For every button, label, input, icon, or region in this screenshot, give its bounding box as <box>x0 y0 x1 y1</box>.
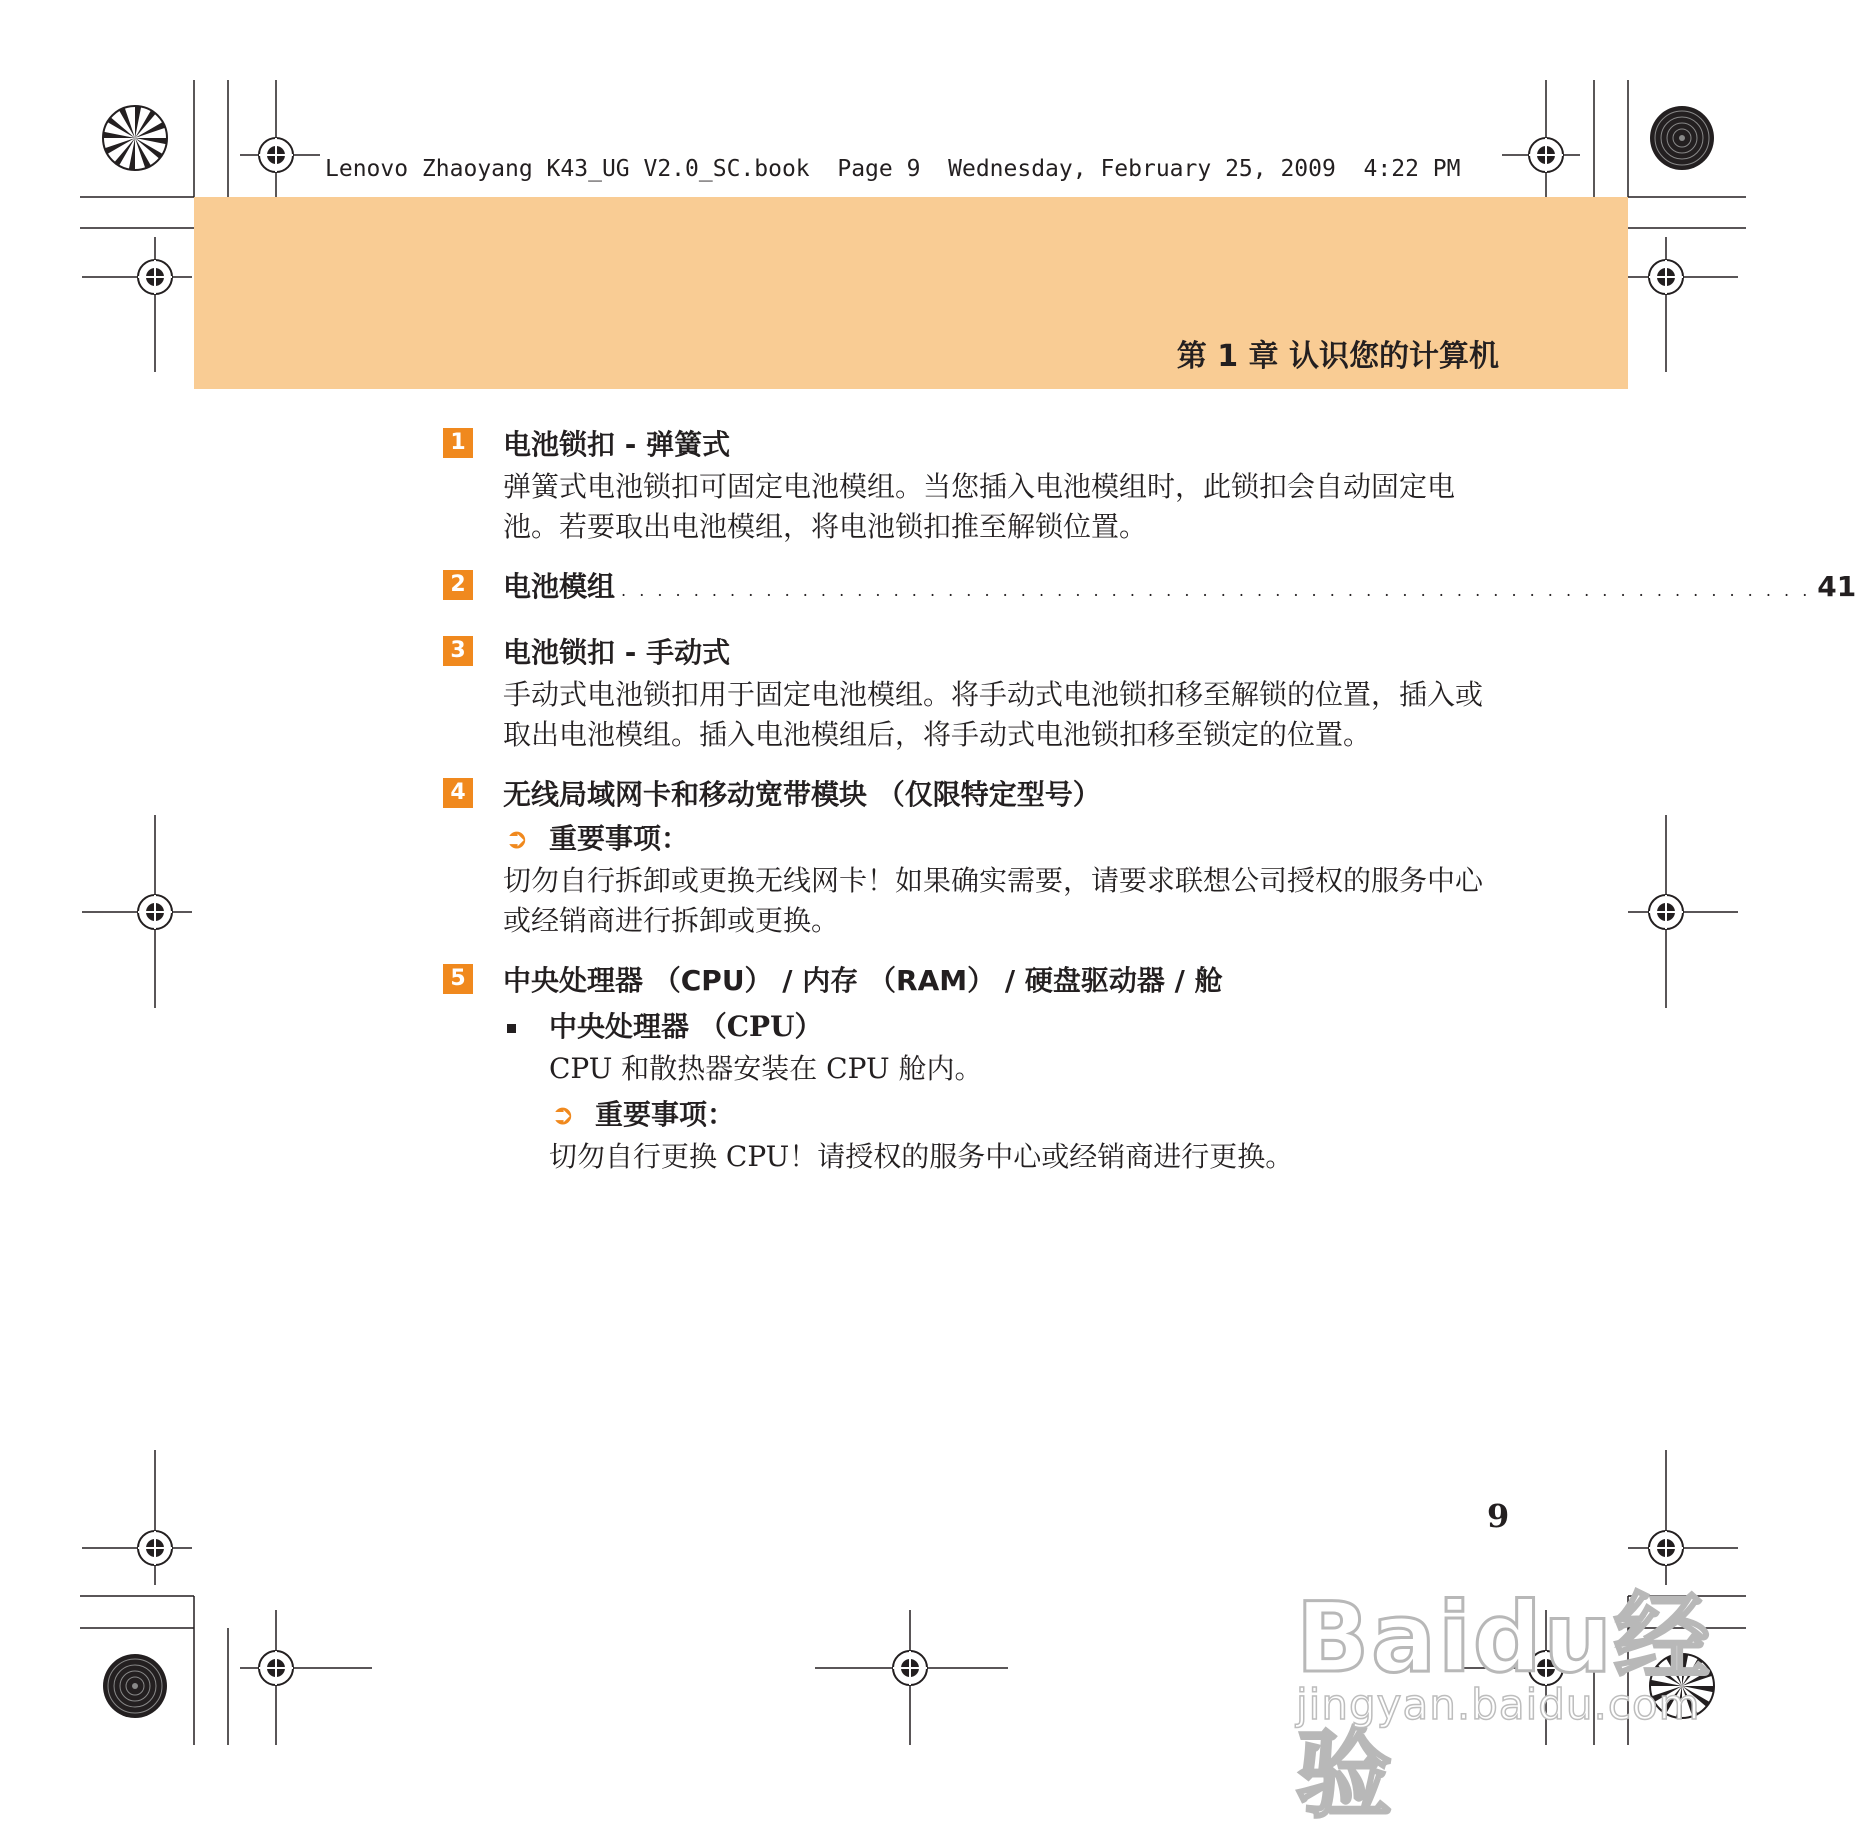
chapter-heading: 第 1 章 认识您的计算机 <box>1176 339 1499 374</box>
square-bullet-icon <box>507 1024 516 1033</box>
sub-item-body: CPU 和散热器安装在 CPU 舱内。 <box>549 1052 983 1085</box>
list-item-1 <box>442 425 1504 547</box>
chapter-banner <box>194 197 1628 389</box>
item-title: 无线局域网卡和移动宽带模块 （仅限特定型号） <box>503 778 1101 811</box>
list-item-2 <box>442 567 1856 607</box>
list-item-3 <box>442 633 1504 755</box>
watermark <box>1296 1560 1736 1831</box>
note-label: 重要事项： <box>549 822 690 855</box>
item-body: 弹簧式电池锁扣可固定电池模组。当您插入电池模组时，此锁扣会自动固定电池。若要取出电池模组，将电池锁扣推至解锁位置。 <box>503 470 1456 543</box>
sub-item-title: 中央处理器 （CPU） <box>549 1010 823 1043</box>
print-slug: Lenovo Zhaoyang K43_UG V2.0_SC.book Page 9 Wednesday, February 25, 2009 4:22 PM <box>325 156 1461 182</box>
item-title: 电池锁扣 - 手动式 <box>503 636 731 669</box>
list-item-5 <box>442 961 1504 1177</box>
item-body: 手动式电池锁扣用于固定电池模组。将手动式电池锁扣移至解锁的位置，插入或取出电池模组。插入电池模组后，将手动式电池锁扣移至锁定的位置。 <box>503 678 1484 751</box>
arrow-circle-icon: ➲ <box>551 1098 575 1131</box>
item-number-badge: 1 <box>443 428 473 458</box>
item-title: 中央处理器 （CPU） / 内存 （RAM） / 硬盘驱动器 / 舱 <box>503 964 1223 997</box>
watermark-logo: Baidu经验 <box>1296 1582 1712 1831</box>
item-number-badge: 4 <box>443 778 473 808</box>
leader-dots: . . . . . . . . . . . . . . . . . . . . . . . . . . . . . . . . . . . . . . . . . . . . . . . . . . . . . . . . . . . . . . . . . . <box>621 581 1812 600</box>
item-number-badge: 5 <box>443 964 473 994</box>
watermark-url: jingyan.baidu.com <box>1296 1680 1701 1729</box>
item-title: 电池锁扣 - 弹簧式 <box>503 428 731 461</box>
item-number-badge: 2 <box>443 570 473 600</box>
important-note <box>503 819 1504 941</box>
page-reference[interactable]: 41 <box>1817 570 1856 603</box>
arrow-circle-icon: ➲ <box>505 822 529 855</box>
item-title: 电池模组 <box>503 570 616 603</box>
important-note <box>549 1095 1504 1177</box>
toc-line[interactable] <box>503 567 1856 607</box>
note-label: 重要事项： <box>595 1098 736 1131</box>
item-number-badge: 3 <box>443 636 473 666</box>
note-body: 切勿自行更换 CPU！请授权的服务中心或经销商进行更换。 <box>549 1140 1294 1173</box>
list-item-4 <box>442 775 1504 941</box>
sub-item-cpu <box>503 1007 1504 1177</box>
page-content <box>442 425 1856 1177</box>
page-number: 9 <box>1487 1497 1510 1535</box>
note-body: 切勿自行拆卸或更换无线网卡！如果确实需要，请要求联想公司授权的服务中心或经销商进行拆卸或更换。 <box>503 864 1484 937</box>
